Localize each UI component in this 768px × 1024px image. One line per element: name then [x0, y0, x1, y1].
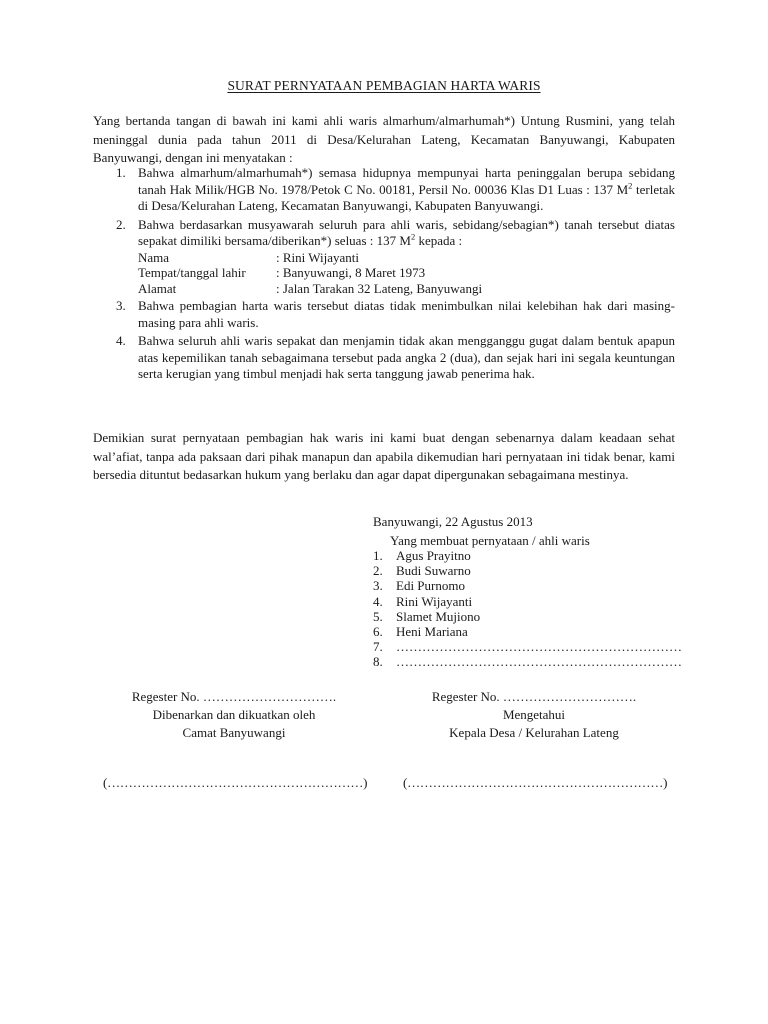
acknowledgement-official: Kepala Desa / Kelurahan Lateng: [449, 725, 619, 740]
statement-text: Bahwa pembagian harta waris tersebut diatas tidak menimbulkan nilai kelebihan hak dari masing-masing para ahli waris.: [138, 298, 675, 330]
heir-item: [373, 609, 673, 624]
heir-number: 3.: [373, 578, 383, 594]
statement-item: [93, 165, 675, 215]
intro-paragraph: Yang bertanda tangan di bawah ini kami ahli waris almarhum/almarhumah*) Untung Rusmini, yang telah meninggal dunia pada tahun 2011 di Desa/Kelurahan Lateng, Kecamatan Banyuwangi, Kabupaten Banyuwangi, dengan ini menyatakan :: [93, 113, 675, 165]
recipient-details: [138, 250, 675, 297]
document-title: SURAT PERNYATAAN PEMBAGIAN HARTA WARIS: [227, 78, 541, 93]
heir-item: [373, 578, 673, 593]
recipient-row: [138, 281, 675, 297]
heir-name: …………………………………………………………: [396, 654, 682, 670]
statement-item: [93, 333, 675, 383]
statement-list: [93, 165, 675, 385]
statement-number: 2.: [116, 216, 126, 232]
recipient-label: Alamat: [138, 280, 177, 296]
register-number: Regester No. ………………………….: [431, 689, 637, 704]
heir-name: Budi Suwarno: [396, 563, 471, 579]
place-date: Banyuwangi, 22 Agustus 2013: [373, 514, 533, 529]
recipient-value: : Banyuwangi, 8 Maret 1973: [276, 265, 426, 280]
heir-item: [373, 563, 673, 578]
heir-item: [373, 594, 673, 609]
acknowledgement-line: Mengetahui: [502, 707, 566, 722]
heir-number: 6.: [373, 624, 383, 640]
recipient-row: [138, 250, 675, 266]
signatories-heading: Yang membuat pernyataan / ahli waris: [390, 533, 590, 548]
statement-number: 4.: [116, 333, 126, 348]
heir-name: Edi Purnomo: [396, 578, 465, 594]
heir-number: 7.: [373, 639, 383, 655]
statement-text: Bahwa almarhum/almarhumah*) semasa hidupnya mempunyai harta peninggalan berupa sebidang tanah Hak Milik/HGB No. 1978/Petok C No. 00181, Persil No. 00036 Klas D1 Luas : 137 M: [138, 165, 675, 197]
village-head-signature-line: (……………………………………………………): [403, 775, 668, 790]
heir-number: 4.: [373, 593, 383, 609]
superscript: 2: [410, 231, 416, 242]
heir-name: Rini Wijayanti: [396, 593, 473, 609]
statement-text-cont: terletak di Desa/Kelurahan Lateng, Kecamatan Banyuwangi, Kabupaten Banyuwangi.: [138, 181, 675, 213]
heir-item: [373, 639, 682, 655]
recipient-value: : Rini Wijayanti: [276, 249, 360, 265]
heir-name: …………………………………………………………: [396, 639, 682, 655]
heir-number: 1.: [373, 548, 383, 563]
camat-signature-line: (……………………………………………………): [103, 775, 368, 790]
heir-number: 2.: [373, 563, 383, 579]
heir-item: [373, 654, 682, 670]
statement-item: [93, 217, 675, 297]
statement-text-cont: kepada :: [415, 233, 463, 248]
endorsement-line: Dibenarkan dan dikuatkan oleh: [152, 707, 316, 722]
camat-endorsement-block: [103, 688, 365, 742]
endorsement-official: Camat Banyuwangi: [182, 725, 286, 740]
heir-number: 5.: [373, 608, 383, 624]
village-head-block: [403, 688, 665, 742]
statement-text: Bahwa seluruh ahli waris sepakat dan menjamin tidak akan mengganggu gugat dalam bentuk apapun atas kepemilikan tanah sebagaimana tersebut pada angka 2 (dua), dan sejak hari ini segala keuntungan serta kerugian yang timbul menjadi hak serta tanggung jawab penerima hak.: [138, 333, 675, 381]
heir-name: Slamet Mujiono: [396, 608, 481, 624]
heir-item: [373, 624, 673, 639]
statement-number: 3.: [116, 298, 126, 313]
register-number: Regester No. ………………………….: [131, 689, 337, 704]
recipient-value: : Jalan Tarakan 32 Lateng, Banyuwangi: [276, 280, 483, 296]
statement-number: 1.: [116, 165, 126, 180]
heir-list: [373, 548, 682, 670]
recipient-label: Nama: [138, 249, 170, 265]
recipient-row: [138, 265, 675, 281]
heir-name: Heni Mariana: [396, 624, 468, 640]
heir-number: 8.: [373, 654, 383, 670]
heir-item: [373, 548, 673, 563]
statement-item: [93, 298, 675, 331]
statement-text: Bahwa berdasarkan musyawarah seluruh para ahli waris, sebidang/sebagian*) tanah tersebut diatas sepakat dimiliki bersama/diberikan*) seluas : 137 M: [138, 216, 675, 248]
closing-paragraph: Demikian surat pernyataan pembagian hak waris ini kami buat dengan sebenarnya dalam keadaan sehat wal’afiat, tanpa ada paksaan dari pihak manapun dan apabila dikemudian hari pernyataan ini tidak benar, kami bersedia dituntut bedasarkan hukum yang berlaku dan agar dapat dipergunakan sebagaimana mestinya.: [93, 430, 675, 482]
recipient-label: Tempat/tanggal lahir: [138, 265, 246, 280]
heir-name: Agus Prayitno: [396, 548, 471, 563]
superscript: 2: [628, 180, 633, 191]
